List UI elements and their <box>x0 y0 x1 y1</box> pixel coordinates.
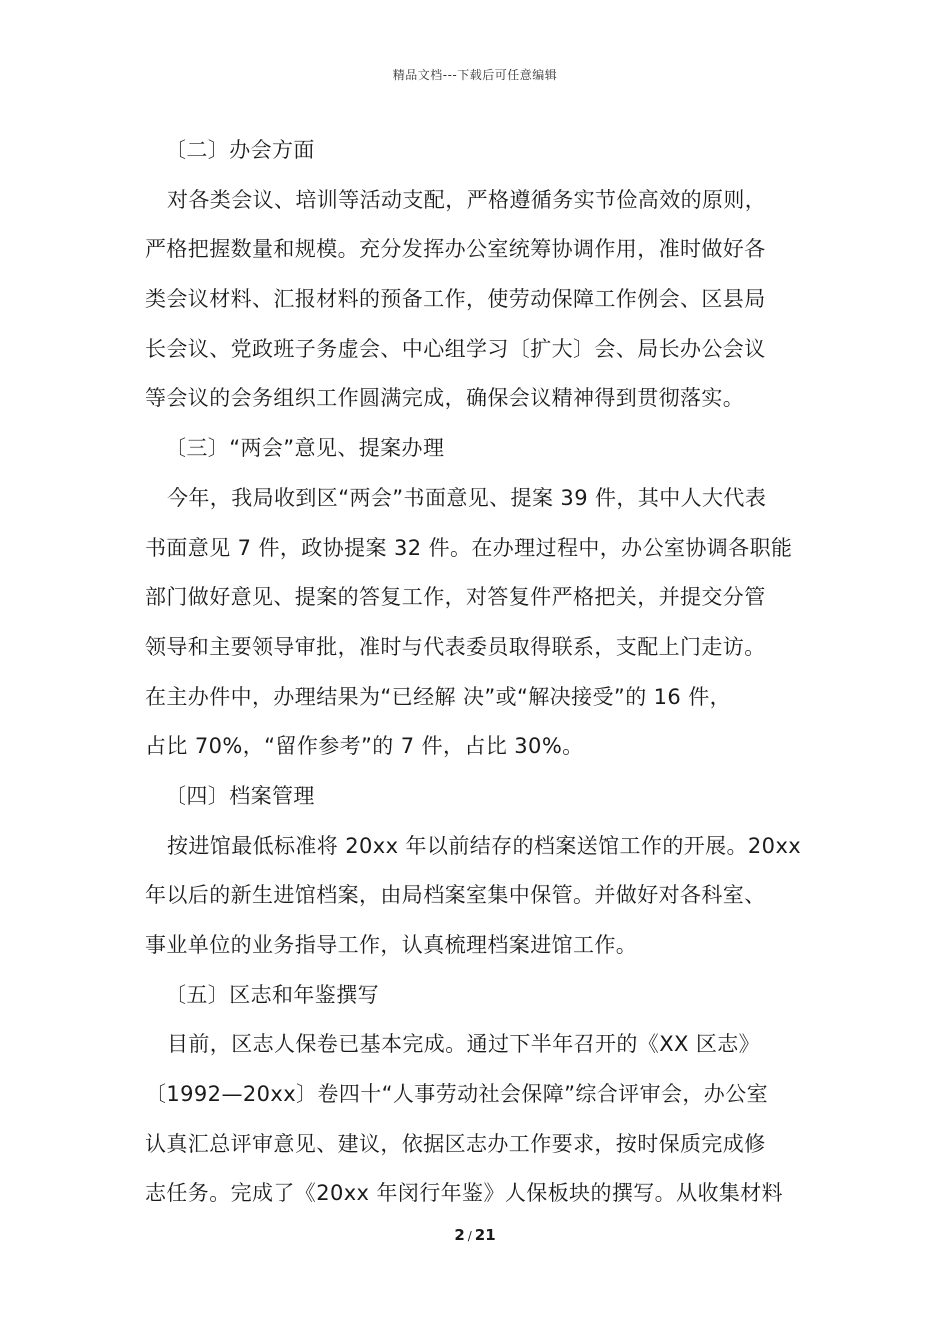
paragraph-line: 志任务。完成了《20xx 年闵行年鉴》人保板块的撰写。从收集材料 <box>145 1181 784 1206</box>
section-heading: 〔四〕档案管理 <box>165 783 315 808</box>
total-page-count: 21 <box>474 1226 496 1244</box>
paragraph-line: 目前，区志人保卷已基本完成。通过下半年召开的《XX 区志》 <box>167 1032 761 1057</box>
paragraph-line: 书面意见 7 件，政协提案 32 件。在办理过程中，办公室协调各职能 <box>145 535 793 560</box>
paragraph-line: 〔1992—20xx〕卷四十“人事劳动社会保障”综合评审会，办公室 <box>145 1082 768 1107</box>
paragraph-line: 在主办件中，办理结果为“已经解 决”或“解决接受”的 16 件， <box>145 684 732 709</box>
paragraph-line: 认真汇总评审意见、建议，依据区志办工作要求，按时保质完成修 <box>145 1131 766 1156</box>
page-separator: / <box>467 1229 472 1243</box>
page-header: 精品文档---下载后可任意编辑 <box>392 68 558 82</box>
paragraph-line: 严格把握数量和规模。充分发挥办公室统筹协调作用，准时做好各 <box>145 237 766 262</box>
page-number <box>0 1226 950 1244</box>
paragraph-line: 占比 70%，“留作参考”的 7 件，占比 30%。 <box>145 734 584 759</box>
paragraph-line: 长会议、党政班子务虚会、中心组学习〔扩大〕会、局长办公会议 <box>145 336 766 361</box>
section-heading: 〔五〕区志和年鉴撰写 <box>165 982 379 1007</box>
current-page-number: 2 <box>454 1226 465 1244</box>
paragraph-line: 对各类会议、培训等活动支配，严格遵循务实节俭高效的原则， <box>167 187 767 212</box>
paragraph-line: 部门做好意见、提案的答复工作，对答复件严格把关，并提交分管 <box>145 585 766 610</box>
paragraph-line: 今年，我局收到区“两会”书面意见、提案 39 件，其中人大代表 <box>167 485 767 510</box>
paragraph-line: 按进馆最低标准将 20xx 年以前结存的档案送馆工作的开展。20xx <box>167 833 802 858</box>
paragraph-line: 领导和主要领导审批，准时与代表委员取得联系，支配上门走访。 <box>145 634 766 659</box>
section-heading: 〔二〕办会方面 <box>165 138 315 162</box>
paragraph-line: 类会议材料、汇报材料的预备工作，使劳动保障工作例会、区县局 <box>145 287 766 312</box>
paragraph-line: 事业单位的业务指导工作，认真梳理档案进馆工作。 <box>145 933 638 957</box>
paragraph-line: 等会议的会务组织工作圆满完成，确保会议精神得到贯彻落实。 <box>145 386 745 411</box>
document-body <box>145 126 807 1219</box>
paragraph-line: 年以后的新生进馆档案，由局档案室集中保管。并做好对各科室、 <box>145 883 766 908</box>
section-heading: 〔三〕“两会”意见、提案办理 <box>165 436 445 461</box>
